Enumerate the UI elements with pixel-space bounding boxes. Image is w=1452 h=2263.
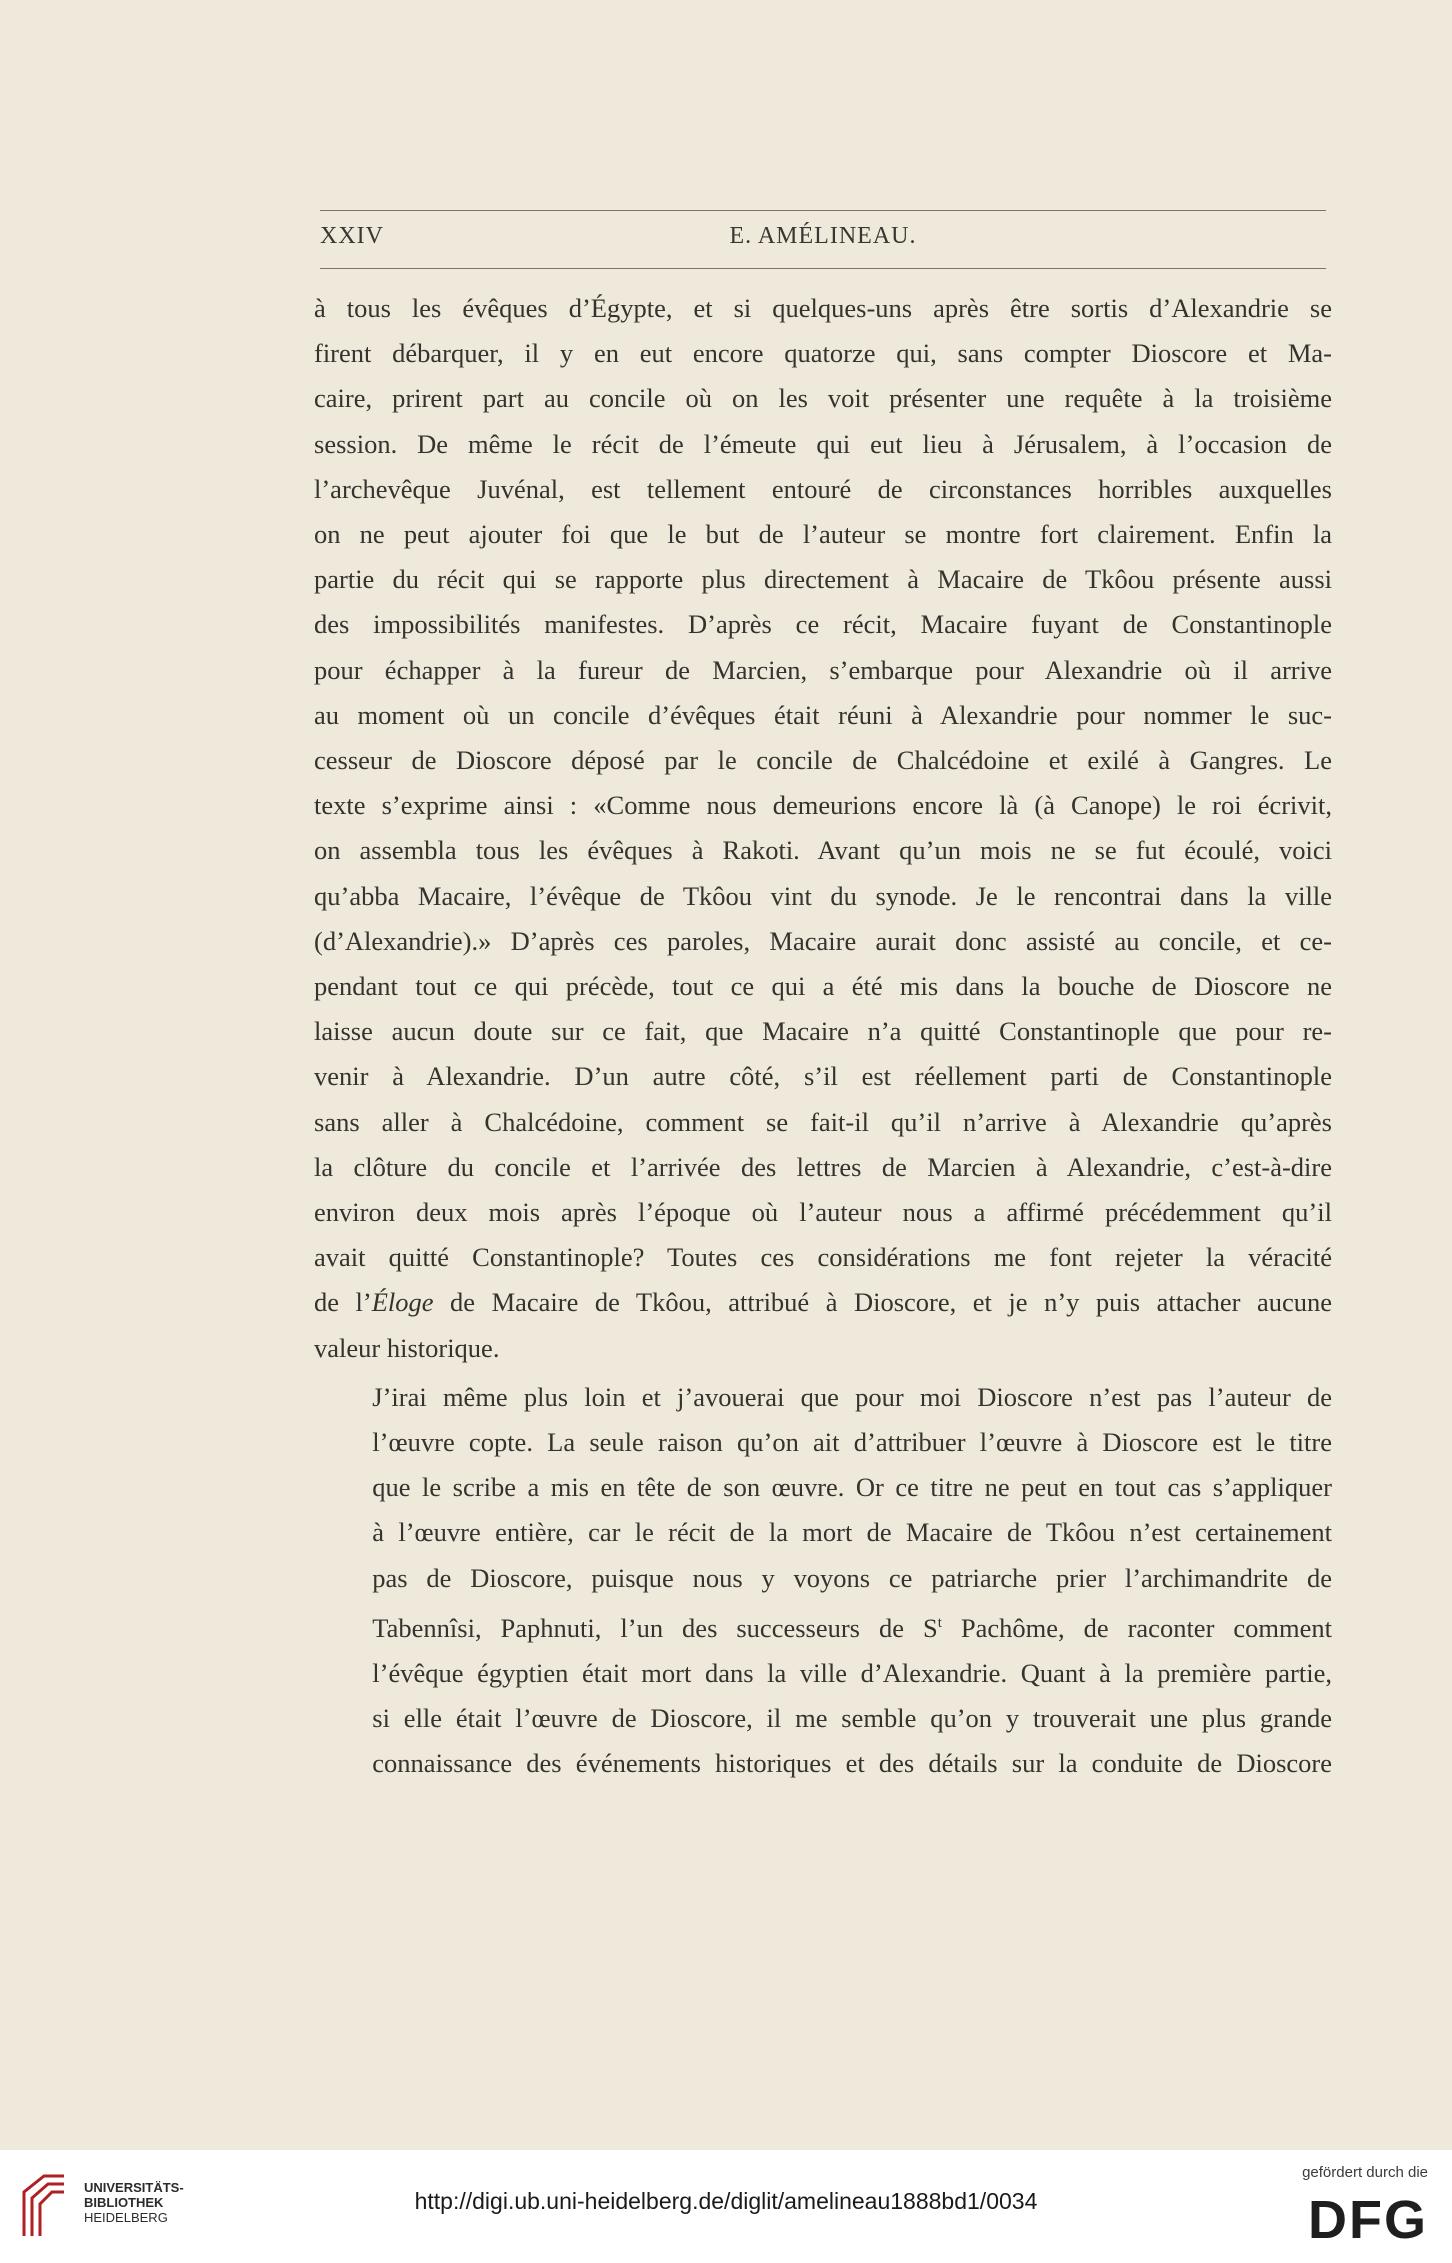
text-line: session. De même le récit de l’émeute qui eut lieu à Jérusalem, à l’occasion de (314, 428, 1332, 459)
eloge-before: de l’ (314, 1287, 372, 1318)
text-line: partie du récit qui se rapporte plus directement à Macaire de Tkôou présente aussi (314, 564, 1332, 595)
text-line: environ deux mois après l’époque où l’auteur nous a affirmé précédemment qu’il (314, 1197, 1332, 1228)
footer-bar (0, 2150, 1452, 2263)
text-line: pour échapper à la fureur de Marcien, s’embarque pour Alexandrie où il arrive (314, 654, 1332, 685)
text-line: caire, prirent part au concile où on les voit présenter une requête à la troisième (314, 383, 1332, 414)
text-line: (d’Alexandrie).» D’après ces paroles, Macaire aurait donc assisté au concile, et ce- (314, 925, 1332, 956)
text-line: qu’abba Macaire, l’évêque de Tkôou vint du synode. Je le rencontrai dans la ville (314, 880, 1332, 911)
text-line: des impossibilités manifestes. D’après ce récit, Macaire fuyant de Constantinople (314, 609, 1332, 640)
eloge-title: Éloge (371, 1287, 434, 1318)
text-line: firent débarquer, il y en eut encore quatorze qui, sans compter Dioscore et Ma- (314, 338, 1332, 369)
text-line: cesseur de Dioscore déposé par le concile de Chalcédoine et exilé à Gangres. Le (314, 745, 1332, 776)
text-line-eloge (314, 1280, 1332, 1325)
header-rule-bottom (320, 268, 1326, 269)
text-line: à l’œuvre entière, car le récit de la mort de Macaire de Tkôou n’est certainement (372, 1517, 1332, 1548)
page-number: XXIV (320, 223, 384, 249)
text-line: sans aller à Chalcédoine, comment se fait-il qu’il n’arrive à Alexandrie qu’après (314, 1106, 1332, 1137)
text-line: la clôture du concile et l’arrivée des lettres de Marcien à Alexandrie, c’est-à-dire (314, 1151, 1332, 1182)
text-line: J’irai même plus loin et j’avouerai que pour moi Dioscore n’est pas l’auteur de (372, 1381, 1332, 1412)
dfg-logo: DFG (1308, 2190, 1428, 2250)
text-line: à tous les évêques d’Égypte, et si quelques-uns après être sortis d’Alexandrie se (314, 293, 1332, 323)
text-line: l’archevêque Juvénal, est tellement entouré de circonstances horribles auxquelles (314, 473, 1332, 504)
text-line: l’évêque égyptien était mort dans la ville d’Alexandrie. Quant à la première partie, (372, 1657, 1332, 1688)
text-line: texte s’exprime ainsi : «Comme nous demeurions encore là (à Canope) le roi écrivit, (314, 790, 1332, 821)
running-head (320, 223, 1326, 255)
text-line: avait quitté Constantinople? Toutes ces considérations me font rejeter la véracité (314, 1242, 1332, 1273)
header-rule-top (320, 210, 1326, 211)
library-line-1: UNIVERSITÄTS- (84, 2180, 184, 2195)
saint-after: Pachôme, de raconter comment (941, 1612, 1332, 1643)
body-text (314, 286, 1332, 1787)
text-line: valeur historique. (314, 1332, 500, 1363)
text-line: connaissance des événements historiques et des détails sur la conduite de Dioscore (372, 1748, 1332, 1779)
paragraph-1 (314, 286, 1332, 1371)
text-line: on assembla tous les évêques à Rakoti. Avant qu’un mois ne se fut écoulé, voici (314, 835, 1332, 866)
funding-caption: gefördert durch die (1302, 2164, 1428, 2181)
text-line: au moment où un concile d’évêques était réuni à Alexandrie pour nommer le suc- (314, 699, 1332, 730)
text-line: si elle était l’œuvre de Dioscore, il me semble qu’on y trouverait une plus grande (372, 1703, 1332, 1734)
text-line-saint (314, 1601, 1332, 1651)
permalink-url[interactable]: http://digi.ub.uni-heidelberg.de/diglit/amelineau1888bd1/0034 (414, 2188, 1038, 2214)
text-line: pendant tout ce qui précède, tout ce qui a été mis dans la bouche de Dioscore ne (314, 971, 1332, 1002)
text-line: laisse aucun doute sur ce fait, que Macaire n’a quitté Constantinople que pour re- (314, 1016, 1332, 1047)
text-line: l’œuvre copte. La seule raison qu’on ait d’attribuer l’œuvre à Dioscore est le titre (372, 1427, 1332, 1458)
saint-sup: t (937, 1614, 942, 1631)
saint-before: Tabennîsi, Paphnuti, l’un des successeurs de S (372, 1612, 938, 1643)
library-line-2: BIBLIOTHEK (84, 2195, 164, 2210)
text-line: pas de Dioscore, puisque nous y voyons ce patriarche prier l’archimandrite de (372, 1562, 1332, 1593)
eloge-after: de Macaire de Tkôou, attribué à Dioscore, et je n’y puis attacher aucune (433, 1287, 1332, 1318)
text-line: que le scribe a mis en tête de son œuvre. Or ce titre ne peut en tout cas s’appliquer (372, 1472, 1332, 1503)
paragraph-2 (314, 1375, 1332, 1787)
text-line: on ne peut ajouter foi que le but de l’auteur se montre fort clairement. Enfin la (314, 519, 1332, 550)
running-head-author: E. AMÉLINEAU. (729, 223, 917, 249)
text-line: venir à Alexandrie. D’un autre côté, s’il est réellement parti de Constantinople (314, 1061, 1332, 1092)
library-line-3: HEIDELBERG (84, 2210, 168, 2225)
